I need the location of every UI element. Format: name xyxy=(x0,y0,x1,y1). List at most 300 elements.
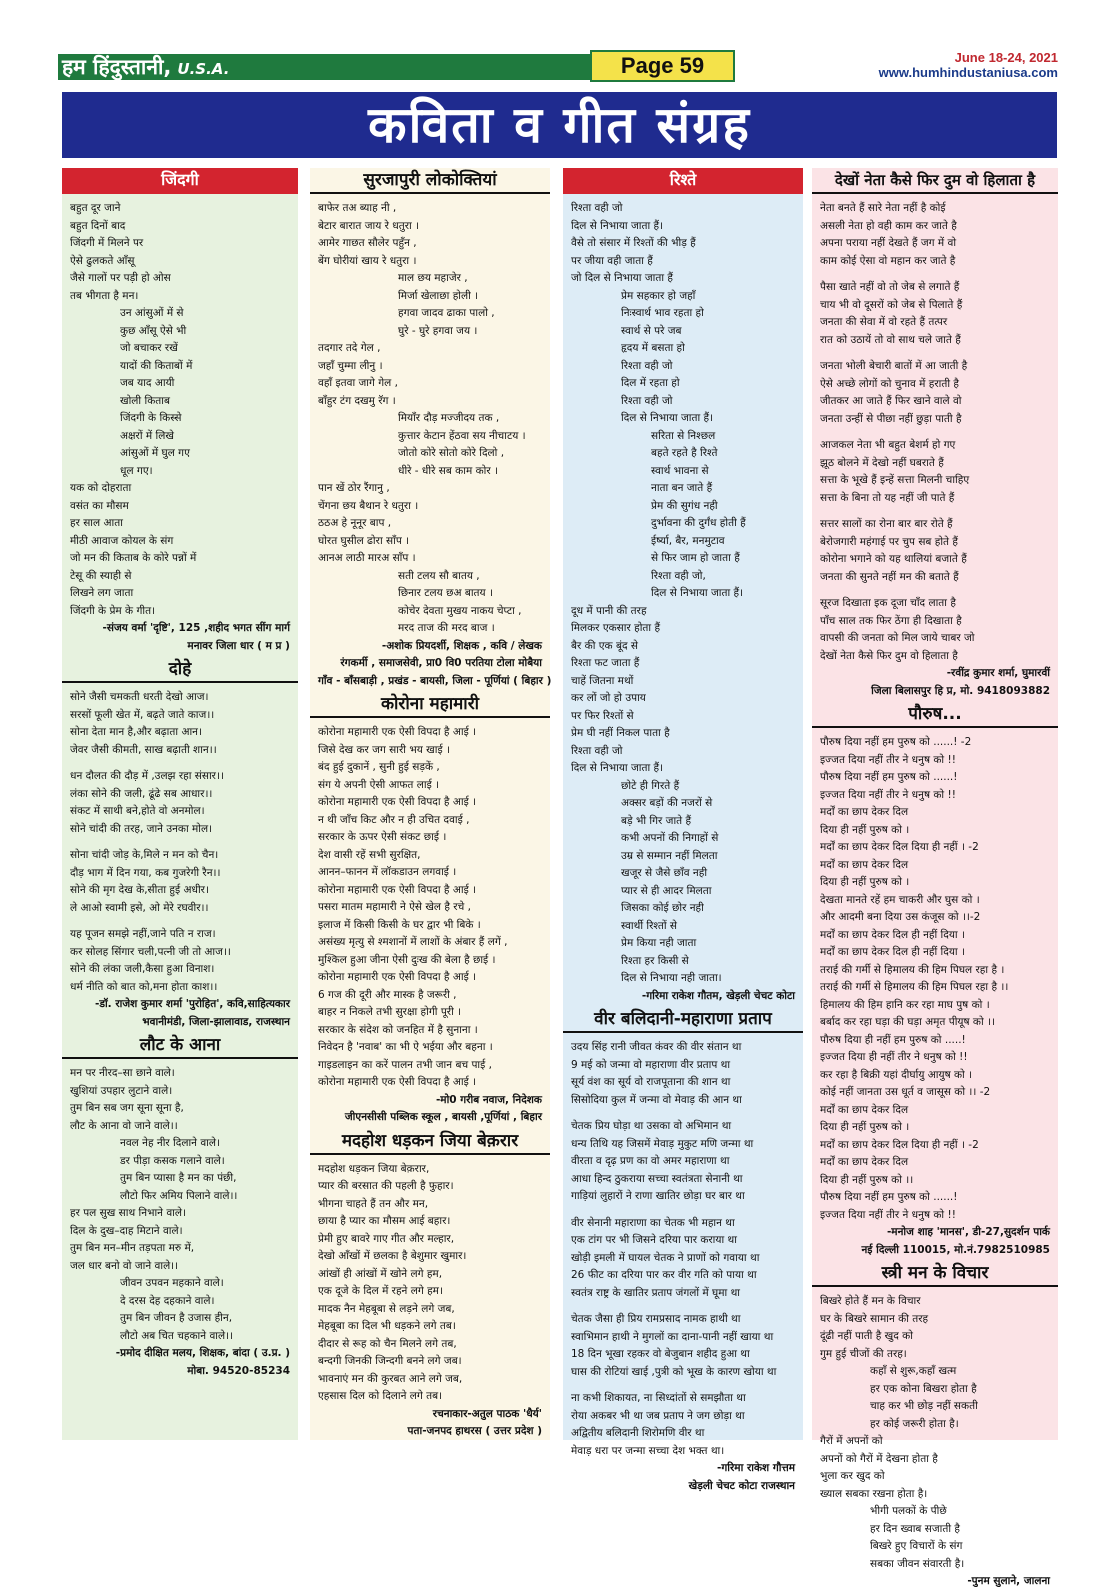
poem-line: कोरोना महामारी एक ऐसी विपदा है आई । xyxy=(318,1076,477,1088)
poem-line: चाय भी वो दूसरों को जेब से पिलाते हैं xyxy=(820,298,963,311)
poem-line: तराई की गर्मी से हिमालय की हिम पिघल रहा है ।। xyxy=(820,981,1009,993)
poem-line: मेहबूबा का दिल भी धड़कने लगे तब। xyxy=(318,1320,456,1332)
poem-line: जिंदगी में मिलने पर xyxy=(70,237,144,249)
poem-line: जनता भोली बेचारी बातों में आ जाती है xyxy=(820,360,968,372)
poem-line: इलाज में किसी किसी के घर द्वार भी बिके । xyxy=(318,918,481,931)
poem-line: माल छय महाजेर , xyxy=(398,272,468,284)
poem-line: कहाँ से शुरू,कहाँ खत्म xyxy=(870,1365,957,1377)
poem-line: घुरे - घुरे हगवा जय । xyxy=(398,324,478,337)
poem-line: बाँहुर टंग दखमु रॅग । xyxy=(318,394,396,407)
poem-line: सरिता से निश्छल xyxy=(651,429,716,442)
poem-line: जेवर जैसी कीमती, साख बढ़ाती शान।। xyxy=(70,743,217,756)
poem-line: बाफेर तअ ब्याह नी , xyxy=(318,202,397,214)
poem-line: रिश्ता वही जो xyxy=(621,394,673,407)
poem-line: हर दिन ख्वाब सजाती है xyxy=(870,1522,960,1535)
poem-line: ईर्ष्या, बैर, मनमुटाव xyxy=(651,534,725,547)
poem-zindagi xyxy=(62,198,298,657)
poem-line: कर सोलह सिंगार चली,पत्नी जी तो आज।। xyxy=(70,945,231,958)
poem-line: धीरे - धीरे सब काम कोर । xyxy=(398,464,498,477)
poem-line: दिल से निभाया नही जाता। xyxy=(621,972,722,984)
section-title-paurush: पौरुष... xyxy=(812,702,1058,728)
poem-line: जनता उन्हीं से पीछा नहीं छुड़ा पाती है xyxy=(820,412,962,425)
poem-line: बिखरे हुए विचारों के संग xyxy=(870,1540,963,1552)
poem-line: असली नेता हो वही काम कर जाते है xyxy=(820,219,957,232)
poem-line: लौटो अब चित चहकाने वाले।। xyxy=(120,1329,234,1342)
poem-line: लौट के आना वो जाने वाले।। xyxy=(70,1119,178,1132)
poem-line: स्वार्थ से परे जब xyxy=(621,324,682,337)
poem-line: मर्दों का छाप देकर दिल ही नहीं दिया । xyxy=(820,928,965,941)
poem-credit: -प्रमोद दीक्षित मलय, शिक्षक, बांदा ( उ.प्र. ) xyxy=(115,1347,290,1359)
poem-line: धर्म नीति को बात को,मना होता काश।। xyxy=(70,980,218,993)
brand-name: हम हिंदुस्तानी, xyxy=(62,55,172,79)
poem-line: जब याद आयी xyxy=(120,377,175,389)
poem-line: दिल से निभाया जाता हैं। xyxy=(571,219,664,232)
poem-line: हृदय में बसता हो xyxy=(621,342,685,354)
poem-line: दीदार से रूह को चैन मिलने लगे तब, xyxy=(318,1337,457,1350)
poem-line: तुम बिन प्यासा है मन का पंछी, xyxy=(120,1172,237,1184)
poem-credit: -गरिमा राकेश गौतम, खेड़ली चेचट कोटा xyxy=(641,989,795,1002)
poem-line: दिया ही नहीं पुरुष को । xyxy=(820,1121,910,1133)
poem-line: खोली किताब xyxy=(120,394,170,407)
poem-line: प्रेम किया नही जाता xyxy=(621,937,697,949)
poem-line: दिल के दुख–दाह मिटाने वाले। xyxy=(70,1224,183,1237)
poem-line: देश वासी रहें सभी सुरक्षित, xyxy=(318,848,421,861)
poem-line: सूर्य वंश का सूर्य वो राजपूताना की शान था xyxy=(571,1076,731,1088)
poem-line: रिश्ता वही जो, xyxy=(651,569,706,582)
section-title-stri-man: स्त्री मन के विचार xyxy=(812,1261,1058,1287)
poem-line: जिंदगी के किस्से xyxy=(120,412,182,424)
section-title-rishte: रिश्ते xyxy=(563,168,803,194)
poem-line: से फिर जाम हो जाता हैं xyxy=(651,552,740,564)
poem-credit: -अशोक प्रियदर्शी, शिक्षक , कवि / लेखक xyxy=(381,639,542,652)
poem-line: खजूर से जैसे छाँव नही xyxy=(621,867,708,879)
poem-korona xyxy=(310,722,550,1129)
poem-line: छिनार टलय छअ बातय । xyxy=(398,587,493,599)
poem-line: जल धार बनो वो जाने वाले।। xyxy=(70,1259,179,1272)
poem-stri-man xyxy=(812,1291,1058,1593)
poem-line: काम कोई ऐसा वो महान कर जाते है xyxy=(820,254,956,267)
poem-line: खुशियां उपहार लुटाने वाले। xyxy=(70,1084,173,1097)
poem-line: पान खें ठोर रैंगानु , xyxy=(318,482,390,494)
poem-rishte xyxy=(563,198,803,1007)
poem-line: ले आओ स्वामी इसे, ओ मेरे रघवीर।। xyxy=(70,901,209,914)
poem-credit: -पुनम सुलाने, जालना xyxy=(967,1575,1050,1587)
poem-line: रोया अकबर भी था जब प्रताप ने जग छोड़ा था xyxy=(571,1409,745,1422)
poem-line: चाह कर भी छोड़ नहीं सकती xyxy=(870,1400,978,1412)
section-title-zindagi: जिंदगी xyxy=(62,168,298,194)
poem-line: सरकार के ऊपर ऐसी संकट छाई । xyxy=(318,831,447,843)
poem-line: संग ये अपनी ऐसी आफत लाई । xyxy=(318,778,440,791)
poem-credit: रंगकर्मी , समाजसेवी, प्रा0 वि0 परतिया टोला मोबैया xyxy=(340,657,542,669)
section-title-madhosh: मदहोश धड़कन जिया बेक़रार xyxy=(310,1129,550,1155)
poem-line: सरकार के संदेश को जनहित में है सुनाना । xyxy=(318,1023,478,1036)
poem-line: देखो आँखों में छलका है बेशुमार खुमार। xyxy=(318,1250,467,1262)
poem-line: मर्दों का छाप देकर दिल xyxy=(820,806,909,818)
poem-credit: खेड़ली चेचट कोटा राजस्थान xyxy=(688,1479,795,1492)
poem-madhosh xyxy=(310,1159,550,1443)
poem-line: मीठी आवाज कोयल के संग xyxy=(70,534,174,547)
poem-line: सत्ता के बिना तो यह नहीं जी पाते हैं xyxy=(820,491,955,504)
poem-credit: गाँव - बाँसबाड़ी , प्रखंड - बायसी, जिला - पूर्णियां ( बिहार ) xyxy=(318,674,552,687)
poem-line: गैरों में अपनों को xyxy=(820,1435,883,1447)
poem-line: बाहर न निकले तभी सुरक्षा होगी पूरी । xyxy=(318,1006,462,1018)
poem-line: ऐसे ढुलकते आँसू xyxy=(70,254,135,267)
poem-line: कोई नहीं जानता उस धूर्त व जासूस को ।। -2 xyxy=(820,1086,991,1098)
poem-credit: भवानीमंडी, जिला-झालावाड, राजस्थान xyxy=(142,1015,290,1028)
poem-line: कोरोना महामारी एक ऐसी विपदा है आई । xyxy=(318,971,477,983)
poem-line: सोने जैसी चमकती धरती देखो आज। xyxy=(70,691,209,703)
poem-line: नेता बनते हैं सारे नेता नहीं है कोई xyxy=(820,202,946,214)
poem-line: धन्य तिथि यह जिसमें मेवाड़ मुकुट मणि जन्मा था xyxy=(571,1137,754,1150)
poem-line: इज्जत दिया नहीं तीर ने धनुष को !! xyxy=(820,1208,956,1221)
poem-line: जो दिल से निभाया जाता हैं xyxy=(571,272,673,284)
poem-line: दुर्भावना की दुर्गंध होती हैं xyxy=(651,517,746,529)
poem-line: हर पल सुख साथ निभाने वाले। xyxy=(70,1207,186,1219)
poem-line: प्यार से ही आदर मिलता xyxy=(621,884,712,897)
poem-line: जिसका कोई छोर नही xyxy=(621,902,704,914)
poem-credit: रचनाकार-अतुल पाठक 'धैर्य' xyxy=(432,1407,542,1420)
poem-line: कुत्तार केटान हेंठवा सय नीचाटय । xyxy=(398,429,526,442)
poem-line: एक दूजे के दिल में रहने लगे हम। xyxy=(318,1285,443,1297)
page-title: कविता व गीत संग्रह xyxy=(62,92,1057,158)
poem-line: दूंढी नहीं पाती है खुद को xyxy=(820,1330,913,1342)
poem-line: अक्षरों में लिखे xyxy=(120,429,174,442)
poem-line: कोरोना महामारी एक ऐसी विपदा है आई । xyxy=(318,883,477,896)
poem-line: ना कभी शिकायत, ना सिध्दांतों से समझौता था xyxy=(571,1392,746,1404)
poem-line: पौरुष दिया नहीं हम पुरुष को ......! xyxy=(820,1191,958,1203)
poem-line: सिसोदिया कुल में जन्मा वो मेवाड़ की आन था xyxy=(571,1093,742,1106)
poem-line: चेतक जैसा ही प्रिय रामप्रसाद नामक हाथी था xyxy=(571,1313,741,1325)
poem-line: दिल से निभाया जाता हैं। xyxy=(621,412,714,424)
poem-line: वैसे तो संसार में रिश्तों की भीड़ हैं xyxy=(571,237,696,249)
poem-credit: जिला बिलासपुर हि प्र, मो. 9418093882 xyxy=(871,684,1050,697)
poem-line: सोने चांदी की तरह, जाने उनका मोल। xyxy=(70,822,213,835)
poem-line: रात को उठायें तो वो साथ चले जाते हैं xyxy=(820,333,961,346)
poem-line: प्रेमी हुए बावरे गाए गीत और मल्हार, xyxy=(318,1232,455,1245)
poem-line: सोने की मृग देख के,सीता हुई अधीर। xyxy=(70,884,209,896)
poem-line: जैसे गालों पर पड़ी हो ओस xyxy=(70,272,171,284)
poem-line: जो बचाकर रखें xyxy=(120,342,178,354)
poem-line: ख्याल सबका रखना होता है। xyxy=(820,1487,928,1500)
poem-line: इज्जत दिया नहीं तीर ने धनुष को !! xyxy=(820,753,956,766)
poem-lokoktiyan xyxy=(310,198,550,692)
poem-credit: -संजय वर्मा 'दृष्टि', 125 ,शहीद भगत सींग मार्ग xyxy=(102,622,290,634)
poem-neta xyxy=(812,198,1058,702)
poem-paurush xyxy=(812,732,1058,1261)
poem-line: मादक नैन मेहबूबा से लड़ने लगे जब, xyxy=(318,1302,455,1315)
poem-line: जिसे देख कर जग सारी भय खाई । xyxy=(318,743,450,756)
poem-line: दिया ही नहीं पुरुष को । xyxy=(820,823,910,836)
brand-bar xyxy=(58,54,598,80)
poem-line: स्वतंत्र राष्ट्र के खातिर प्रताप जंगलों में घूमा था xyxy=(571,1286,741,1299)
poem-line: टेसू की स्याही से xyxy=(70,569,132,582)
poem-line: प्रेम घी नहीं निकल पाता है xyxy=(571,727,670,739)
poem-line: दूध में पानी की तरह xyxy=(571,604,647,617)
poem-pratap xyxy=(563,1037,803,1497)
poem-line: झूठ बोलने में देखो नहीं घबराते हैं xyxy=(820,456,944,469)
poem-line: कभी अपनों की निगाहों से xyxy=(621,832,719,844)
poem-line: पर फिर रिश्तों से xyxy=(571,709,634,722)
poem-line: आधा हिन्द ठुकराया सच्चा स्वतंत्रता सेनानी था xyxy=(571,1172,743,1185)
poem-line: बहुत दूर जाने xyxy=(70,202,121,214)
poem-line: दौड़ भाग में दिन गया, कब गुजरेगी रैन।। xyxy=(70,866,221,879)
poem-line: नवल नेह नीर दिलाने वाले। xyxy=(120,1137,220,1149)
poem-line: मिलकर एकसार होता हैं xyxy=(571,622,661,634)
poem-line: आनअ लाठी मारअ साँप । xyxy=(318,552,416,564)
poem-line: तब भीगता है मन। xyxy=(70,289,139,302)
poem-line: मर्दों का छाप देकर दिल xyxy=(820,1103,909,1116)
poem-line: बहुत दिनों बाद xyxy=(70,219,126,232)
poem-line: कोरोना भगाने को यह थालियां बजाते हैं xyxy=(820,553,967,565)
poem-line: आंसुओं में घुल गए xyxy=(120,447,190,459)
poem-line: रिश्ता वही जो xyxy=(571,202,623,214)
poem-line: घर के बिखरे सामान की तरह xyxy=(820,1312,929,1325)
poem-line: हर कोई जरूरी होता है। xyxy=(870,1417,959,1430)
poem-credit: -गरिमा राकेश गौत्तम xyxy=(717,1462,795,1474)
poem-line: छाया है प्यार का मौसम आई बहार। xyxy=(318,1215,451,1227)
poem-line: बड़े भी गिर जाते हैं xyxy=(621,814,692,827)
poem-line: जीवन उपवन महकाने वाले। xyxy=(120,1277,224,1289)
poem-line: मिर्जा खेलाछा होली । xyxy=(398,289,479,302)
brand-sub: U.S.A. xyxy=(177,60,230,78)
poem-line: 18 दिन भूखा रहकर वो बेजुबान शहीद हुआ था xyxy=(571,1348,750,1360)
poem-line: दिल में रहता हो xyxy=(621,377,680,389)
poem-line: तदगार तदे गेल , xyxy=(318,342,381,354)
poem-line: मुश्किल हुआ जीना ऐसी दुःख की बेला है छाई । xyxy=(318,953,496,966)
poem-line: गुम हुई चीजों की तरह। xyxy=(820,1347,907,1360)
poem-line: रिश्ता फट जाता हैं xyxy=(571,657,640,669)
poem-line: मियाँर दौड़ मज्जीदय तक , xyxy=(398,412,500,424)
poem-line: घोरत घुसील ढोरा साँप । xyxy=(318,534,410,547)
poem-line: पौरुष दिया नहीं हम पुरुष को ......! -2 xyxy=(820,736,972,748)
poem-line: संकट में साथी बने,होते वो अनमोल। xyxy=(70,805,205,817)
poem-line: घास की रोटियां खाई ,पुत्री को भूख के कारण खोया था xyxy=(571,1365,777,1378)
poem-line: कर रहा है बिक्री यहां दीर्घायु आयुष को । xyxy=(820,1068,973,1081)
section-title-pratap: वीर बलिदानी-महाराणा प्रताप xyxy=(563,1007,803,1033)
poem-line: 9 मई को जन्मा वो महाराणा वीर प्रताप था xyxy=(571,1058,731,1071)
poem-line: प्रेम की सुगंध नही xyxy=(651,499,718,512)
poem-line: बेंग घोरीयां खाय रे धतुरा । xyxy=(318,254,417,267)
poem-line: भुला कर खुद को xyxy=(820,1470,885,1482)
poem-line: वीरता व दृढ़ प्रण का वो अमर महाराणा था xyxy=(571,1155,730,1167)
poem-line: मेवाड़ धरा पर जन्मा सच्चा देश भक्त था। xyxy=(571,1444,725,1457)
poem-line: बैर की एक बूंद से xyxy=(571,639,638,652)
poem-line: सती टलय सौ बातय , xyxy=(398,569,480,582)
poem-line: स्वार्थ भावना से xyxy=(651,464,709,477)
poem-credit: जीएनसीसी पब्लिक स्कूल , बायसी ,पूर्णियां , बिहार xyxy=(344,1111,542,1123)
poem-line: गाड़ियां लुहारों ने राणा खातिर छोड़ा घर बार था xyxy=(571,1190,745,1202)
poem-line: आजकल नेता भी बहुत बेशर्म हो गए xyxy=(820,439,956,451)
poem-line: सोना चांदी जोड़ के,मिले न मन को चैन। xyxy=(70,849,219,861)
poem-line: सोने की लंका जली,कैसा हुआ विनाश। xyxy=(70,963,215,975)
poem-line: धूल गए। xyxy=(120,464,153,477)
poem-line: मर्दों का छाप देकर दिल दिया ही नहीं । -2 xyxy=(820,841,979,853)
poem-line: आनन–फानन में लॉकडाउन लगवाई । xyxy=(318,866,457,878)
poem-line: बन्दगी जिनकी जिन्दगी बनने लगे जब। xyxy=(318,1355,462,1367)
poem-line: जनता की सेवा में वो रहते हैं तत्पर xyxy=(820,316,948,328)
poem-line: और आदमी बना दिया उस कंजूस को ।।-2 xyxy=(820,911,981,923)
poem-line: मन पर नीरद–सा छाने वाले। xyxy=(70,1067,175,1079)
poem-line: अद्वितीय बलिदानी शिरोमणि वीर था xyxy=(571,1427,705,1439)
poem-line: पैसा खाते नहीं वो तो जेब से लगाते हैं xyxy=(820,281,960,293)
poem-line: तुम बिन जीवन है उजास हीन, xyxy=(120,1312,233,1324)
poem-credit: -रवींद्र कुमार शर्मा, घुमारवीं xyxy=(946,667,1050,679)
poem-line: जीतकर आ जाते हैं फिर खाने वाले वो xyxy=(820,395,962,407)
poem-line: हर एक कोना बिखरा होता है xyxy=(870,1382,977,1395)
poem-line: चेंगना छय बैथान रे धतुरा । xyxy=(318,499,419,512)
poem-line: दिया ही नहीं पुरुष को । xyxy=(820,876,910,888)
poem-line: मदहोश धड़कन जिया बेक़रार, xyxy=(318,1162,430,1175)
poem-line: डर पीड़ा कसक गलाने वाले। xyxy=(120,1154,225,1167)
poem-line: लौटो फिर अमिय पिलाने वाले।। xyxy=(120,1189,238,1202)
poem-line: निवेदन है 'नवाब' का भी ऐ भईया और बहना । xyxy=(318,1041,493,1053)
poem-line: वसंत का मौसम xyxy=(70,499,129,512)
column-2 xyxy=(310,168,550,1440)
poem-line: कोरोना महामारी एक ऐसी विपदा है आई । xyxy=(318,796,477,808)
poem-line: छोटे ही गिरते हैं xyxy=(621,779,680,792)
poem-line: मर्दों का छाप देकर दिल xyxy=(820,858,909,871)
poem-line: असंख्य मृत्यु से श्मशानों में लाशों के अंबार हैं लगें , xyxy=(318,936,508,948)
poem-line: नाता बन जाते हैं xyxy=(651,482,713,494)
poem-line: स्वाभिमान हाथी ने मुगलों का दाना-पानी नहीं खाया था xyxy=(571,1330,774,1343)
poem-credit: पता-जनपद हाथरस ( उत्तर प्रदेश ) xyxy=(407,1425,542,1437)
poem-laut-ke-aana xyxy=(62,1063,298,1382)
poem-line: सरसों फूली खेत में, बढ़ते जाते काज।। xyxy=(70,708,215,721)
poem-credit: मोबा. 94520-85234 xyxy=(187,1364,290,1377)
poem-line: पर जीया वही जाता हैं xyxy=(571,254,653,267)
poem-line: चेतक प्रिय घोड़ा था उसका वो अभिमान था xyxy=(571,1120,732,1132)
poem-line: देखता मानते रहें हम चाकरी और घुस को । xyxy=(820,893,980,906)
poem-line: तुम बिन मन–मीन तड़पता मरु में, xyxy=(70,1242,195,1254)
poem-line: आंखों ही आंखों में खोने लगे हम, xyxy=(318,1267,443,1280)
poem-line: पाँच साल तक फिर ठेंगा ही दिखाता है xyxy=(820,614,962,627)
poem-line: सूरज दिखाता इक दूजा चाँद लाता है xyxy=(820,597,956,609)
poem-line: चाहें जितना मथों xyxy=(571,674,634,687)
poem-line: आमेर गाछत सौलेर पहुँन , xyxy=(318,237,417,249)
poem-line: एहसास दिल को दिलाने लगे तब। xyxy=(318,1390,443,1402)
poem-line: हर साल आता xyxy=(70,517,123,529)
poem-line: जहाँ चुम्मा लीनु । xyxy=(318,359,383,372)
issue-date: June 18-24, 2021 xyxy=(954,50,1058,65)
poem-line: हिमालय की हिम हानि कर रहा माघ पुष को । xyxy=(820,998,990,1011)
poem-line: पौरुष दिया ही नहीं हम पुरुष को .....! xyxy=(820,1033,966,1046)
poem-line: इज्जत दिया ही नहीं तीर ने धनुष को !! xyxy=(820,1051,968,1063)
column-1 xyxy=(62,168,298,1440)
poem-line: 6 गज की दूरी और मास्क है जरूरी , xyxy=(318,988,457,1001)
poem-line: दिया ही नहीं पुरुष को ।। xyxy=(820,1173,914,1186)
poem-line: उम्र से सम्मान नहीं मिलता xyxy=(621,849,718,862)
poem-line: इज्जत दिया नहीं तीर ने धनुष को !! xyxy=(820,788,956,801)
poem-line: उन आंसुओं में से xyxy=(120,307,184,319)
poem-line: यह पूजन समझे नहीं,जाने पति न राज। xyxy=(70,928,216,940)
poem-line: जिंदगी के प्रेम के गीत। xyxy=(70,604,156,617)
page-number: Page 59 xyxy=(590,50,735,82)
poem-line: बेटार बारात जाय रे धतुरा । xyxy=(318,219,420,232)
poem-line: भावनाएं मन की कुरबत आने लगे जब, xyxy=(318,1372,463,1385)
issue-info xyxy=(879,50,1058,80)
poem-line: बहते रहते है रिश्ते xyxy=(651,447,718,459)
poem-credit: -मो0 गरीब नवाज, निदेशक xyxy=(435,1093,542,1106)
poem-line: अपनों को गैरों में देखना होता है xyxy=(820,1452,938,1465)
section-title-neta: देखों नेता कैसे फिर दुम वो हिलाता है xyxy=(812,168,1058,194)
poem-line: बिखरे होते हैं मन के विचार xyxy=(820,1295,921,1307)
poem-line: वहाँ इतवा जागे गेल , xyxy=(318,377,398,389)
poem-line: जो मन की किताब के कोरे पन्नों में xyxy=(70,552,197,564)
poem-line: कुछ आँसू ऐसे भी xyxy=(120,324,187,337)
poem-line: दिल से निभाया जाता हैं। xyxy=(571,762,664,774)
poem-line: लंका सोने की जली, ढूंढे सब आधार।। xyxy=(70,787,213,800)
poem-dohe xyxy=(62,687,298,1033)
poem-line: मर्दों का छाप देकर दिल दिया ही नहीं । -2 xyxy=(820,1138,979,1151)
poem-line: सोना देता मान है,और बढ़ाता आन। xyxy=(70,726,202,738)
poem-line: सत्ता के भूखे हैं इन्हें सत्ता मिलनी चाहिए xyxy=(820,474,970,486)
poem-line: स्वार्थी रिश्तों से xyxy=(621,919,678,932)
poem-line: हगवा जादव ढाका पालो , xyxy=(398,307,495,319)
poem-line: प्यार की बरसात की पहली है फुहार। xyxy=(318,1180,454,1192)
poem-line: एक टांग पर भी जिसने दरिया पार कराया था xyxy=(571,1234,737,1246)
poem-line: रिश्ता वही जो xyxy=(571,744,623,757)
poem-line: गाइडलाइन का करें पालन तभी जान बच पाई , xyxy=(318,1058,492,1071)
poem-line: निःस्वार्थ भाव रहता हो xyxy=(621,307,704,319)
poem-line: देखों नेता कैसे फिर दुम वो हिलाता है xyxy=(820,649,958,662)
poem-line: बेरोजगारी महंगाई पर चुप सब होते हैं xyxy=(820,535,958,548)
poem-line: कर लों जो हो उपाय xyxy=(571,692,646,704)
section-title-korona: कोरोना महामारी xyxy=(310,692,550,718)
poem-line: अपना पराया नहीं देखते हैं जग में वो xyxy=(820,237,957,249)
poem-line: 26 फीट का दरिया पार कर वीर गति को पाया था xyxy=(571,1269,757,1281)
poem-line: मर्दों का छाप देकर दिल ही नहीं दिया । xyxy=(820,946,965,958)
poem-line: रिश्ता हर किसी से xyxy=(621,954,689,967)
poem-line: न थी जाँच किट और न ही उचित दवाई , xyxy=(318,813,470,826)
poem-line: भीगना चाहते हैं तन और मन, xyxy=(318,1197,429,1210)
section-title-laut-ke-aana: लौट के आना xyxy=(62,1033,298,1059)
section-title-dohe: दोहे xyxy=(62,657,298,683)
poem-line: ऐसे अच्छे लोगों को चुनाव में हराती है xyxy=(820,377,959,390)
poem-credit: नई दिल्ली 110015, मो.नं.7982510985 xyxy=(861,1243,1050,1256)
poem-line: कोचेर देवता मुखय नाकय चेप्टा , xyxy=(398,604,522,617)
poem-line: वीर सेनानी महाराणा का चेतक भी महान था xyxy=(571,1216,735,1229)
poem-line: यक को दोहराता xyxy=(70,482,132,494)
poem-credit: मनावर जिला धार ( म प्र ) xyxy=(187,639,290,652)
poem-line: दे दरस देह दहकाने वाले। xyxy=(120,1294,215,1307)
poem-line: कोरोना महामारी एक ऐसी विपदा है आई । xyxy=(318,726,477,738)
column-3 xyxy=(563,168,803,1492)
poem-line: ठठअ हे नूनूर बाप , xyxy=(318,517,392,529)
poem-line: तुम बिन सब जग सूना सूना है, xyxy=(70,1102,184,1114)
poem-line: धन दौलत की दौड़ में ,उलझ रहा संसार।। xyxy=(70,770,224,782)
poem-line: जनता की सुनते नहीं मन की बताते हैं xyxy=(820,570,959,583)
poem-line: जोतो कोरे सोतो कोरे दिलो , xyxy=(398,447,505,459)
poem-line: अक्सर बड़ों की नजरों से xyxy=(621,797,713,809)
poem-line: पसरा मातम महामारी ने ऐसे खेल है रचे , xyxy=(318,901,471,913)
poem-credit: -डॉ. राजेश कुमार शर्मा 'पुरोहित', कवि,साहित्यकार xyxy=(94,998,290,1010)
poem-line: मर्दों का छाप देकर दिल xyxy=(820,1156,909,1168)
poem-line: भीगी पलकों के पीछे xyxy=(870,1505,947,1517)
poem-line: तराई की गर्मी से हिमालय की हिम पिघल रहा है । xyxy=(820,963,1005,976)
poem-line: खोड़ी इमली में घायल चेतक ने प्राणों को गवाया था xyxy=(571,1251,760,1264)
poem-line: प्रेम सहकार हो जहाँ xyxy=(621,289,696,302)
poem-line: सत्तर सालों का रोना बार बार रोते हैं xyxy=(820,518,953,530)
poem-line: लिखने लग जाता xyxy=(70,587,134,599)
poem-line: सबका जीवन संवारती है। xyxy=(870,1557,965,1570)
poem-line: पौरुष दिया नहीं हम पुरुष को ......! xyxy=(820,771,958,783)
column-4 xyxy=(812,168,1058,1587)
section-title-lokoktiyan: सुरजापुरी लोकोक्तियां xyxy=(310,168,550,194)
website-link[interactable]: www.humhindustaniusa.com xyxy=(878,65,1058,80)
poem-line: बंद हुई दुकानें , सुनी हुई सड़कें , xyxy=(318,761,440,773)
poem-line: दिल से निभाया जाता हैं। xyxy=(651,587,744,599)
masthead xyxy=(58,50,1058,84)
